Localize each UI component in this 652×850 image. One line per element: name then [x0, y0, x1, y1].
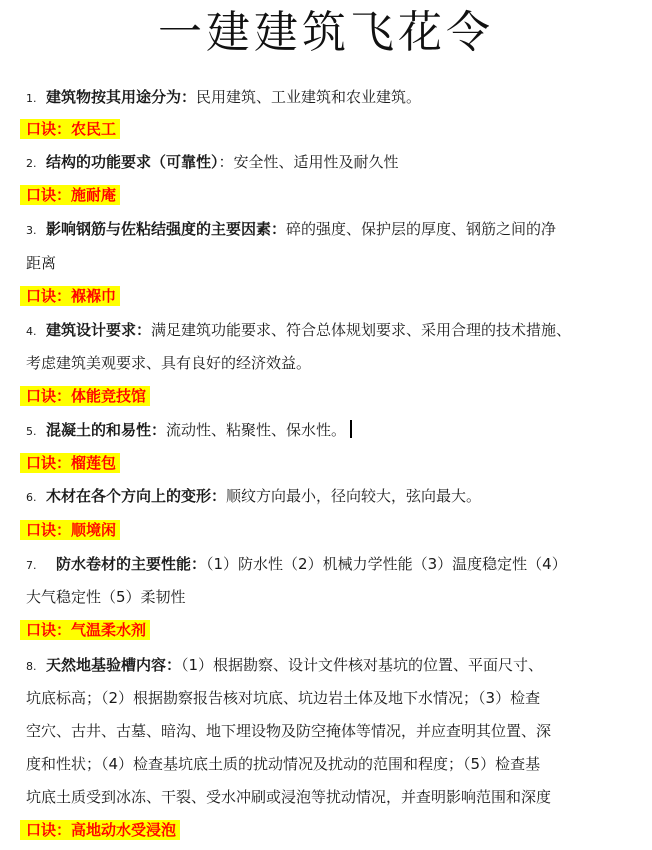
item-4 — [26, 320, 636, 342]
mnemonic-4: 口诀：体能竞技馆 — [20, 386, 150, 406]
text-cursor — [350, 420, 352, 438]
item-text: 民用建筑、工业建筑和农业建筑。 — [196, 88, 422, 106]
item-number: 8. — [26, 660, 37, 673]
item-7 — [26, 554, 636, 576]
item-heading: 建筑物按其用途分为： — [46, 88, 197, 106]
mnemonic-1: 口诀：农民工 — [20, 119, 120, 139]
item-heading: 建筑设计要求： — [46, 321, 152, 339]
item-heading: 天然地基验槽内容： — [46, 656, 182, 674]
page-title: 一建建筑飞花令 — [158, 7, 494, 58]
item-heading: 混凝土的和易性： — [46, 421, 167, 439]
item-text: 满足建筑功能要求、符合总体规划要求、采用合理的技术措施、 — [151, 321, 572, 339]
item-text: 流动性、粘聚性、保水性。 — [166, 421, 347, 439]
item-8-continuation-1: 坑底标高；（2）根据勘察报告核对坑底、坑边岩土体及地下水情况；（3）检查 — [26, 689, 541, 707]
item-8-continuation-3: 度和性状；（4）检查基坑底土质的扰动情况及扰动的范围和程度；（5）检查基 — [26, 755, 541, 773]
mnemonic-6: 口诀：顺境闲 — [20, 520, 120, 540]
item-number: 2. — [26, 157, 37, 170]
item-text: 顺纹方向最小，径向较大，弦向最大。 — [226, 487, 482, 505]
item-1 — [26, 87, 636, 109]
item-3-continuation: 距离 — [26, 254, 57, 272]
item-number: 1. — [26, 92, 37, 105]
item-number: 3. — [26, 224, 37, 237]
mnemonic-5: 口诀：榴莲包 — [20, 453, 120, 473]
item-text: （1）防水性（2）机械力学性能（3）温度稳定性（4） — [206, 555, 567, 573]
item-8 — [26, 655, 636, 677]
item-8-continuation-4: 坑底土质受到冰冻、干裂、受水冲刷或浸泡等扰动情况，并查明影响范围和深度 — [26, 788, 552, 806]
item-8-continuation-2: 空穴、古井、古墓、暗沟、地下埋设物及防空掩体等情况，并应查明其位置、深 — [26, 722, 552, 740]
mnemonic-7: 口诀：气温柔水剂 — [20, 620, 150, 640]
item-heading: 结构的功能要求（可靠性） — [46, 153, 219, 171]
item-number: 5. — [26, 425, 37, 438]
item-text: ：安全性、适用性及耐久性 — [218, 153, 399, 171]
item-number: 4. — [26, 325, 37, 338]
item-7-continuation: 大气稳定性（5）柔韧性 — [26, 588, 186, 606]
item-6 — [26, 486, 636, 508]
item-3 — [26, 219, 636, 241]
item-heading: 木材在各个方向上的变形： — [46, 487, 227, 505]
mnemonic-3: 口诀：褓褓巾 — [20, 286, 120, 306]
item-text: 碎的强度、保护层的厚度、钢筋之间的净 — [286, 220, 557, 238]
item-number: 7. — [26, 559, 37, 572]
mnemonic-2: 口诀：施耐庵 — [20, 185, 120, 205]
item-heading: 影响钢筋与佐粘结强度的主要因素： — [46, 220, 287, 238]
item-2 — [26, 152, 636, 174]
mnemonic-8: 口诀：高地动水受浸泡 — [20, 820, 180, 840]
item-4-continuation: 考虑建筑美观要求、具有良好的经济效益。 — [26, 354, 312, 372]
item-text: （1）根据勘察、设计文件核对基坑的位置、平面尺寸、 — [181, 656, 544, 674]
item-heading: 防水卷材的主要性能： — [56, 555, 207, 573]
item-number: 6. — [26, 491, 37, 504]
item-5 — [26, 420, 636, 442]
